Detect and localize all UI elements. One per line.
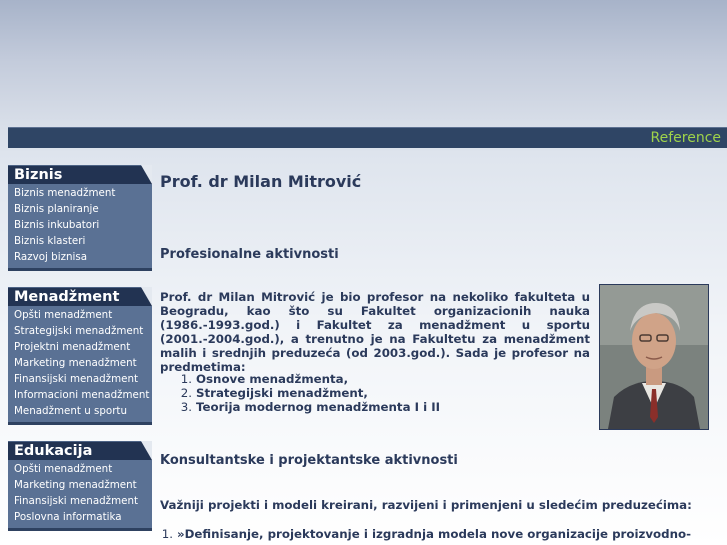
- menu-heading-biznis: Biznis: [8, 165, 152, 184]
- list-item: 2. Strategijski menadžment,: [180, 386, 368, 400]
- top-navigation-bar: [8, 127, 727, 148]
- menu-item-biznis-inkubatori[interactable]: Biznis inkubatori: [14, 219, 100, 231]
- section-heading-profesionalne: Profesionalne aktivnosti: [160, 247, 339, 262]
- menu-item-edukacija-finansijski-menadzment[interactable]: Finansijski menadžment: [14, 495, 139, 507]
- menu-item-menadzment-u-sportu[interactable]: Menadžment u sportu: [14, 405, 127, 417]
- projects-list: [141, 527, 719, 541]
- nav-link-reference[interactable]: Reference: [650, 130, 721, 146]
- profile-photo: [599, 284, 709, 430]
- menu-item-biznis-menadzment[interactable]: Biznis menadžment: [14, 187, 116, 199]
- menu-item-finansijski-menadzment[interactable]: Finansijski menadžment: [14, 373, 139, 385]
- biography-paragraph: Prof. dr Milan Mitrović je bio profesor na nekoliko fakulteta u Beogradu, kao što su Fakultet organizacionih nauka (1986.-1993.god.) i Fakultet za menadžment u sportu (2001.-2004.god.), a trenutno je na Fakultetu za menadžment malih i srednjih preduzeća (od 2003.god.). Sada je profesor na predmetima:: [160, 290, 590, 374]
- menu-item-biznis-klasteri[interactable]: Biznis klasteri: [14, 235, 86, 247]
- menu-item-opsti-menadzment[interactable]: Opšti menadžment: [14, 309, 113, 321]
- menu-item-edukacija-opsti-menadzment[interactable]: Opšti menadžment: [14, 463, 113, 475]
- menu-heading-edukacija: Edukacija: [8, 441, 152, 460]
- menu-item-biznis-planiranje[interactable]: Biznis planiranje: [14, 203, 99, 215]
- menu-item-informacioni-menadzment[interactable]: Informacioni menadžment: [14, 389, 150, 401]
- menu-item-strategijski-menadzment[interactable]: Strategijski menadžment: [14, 325, 144, 337]
- portrait-image: [600, 285, 708, 429]
- menu-menadzment: [8, 287, 152, 425]
- menu-edukacija: [8, 441, 152, 531]
- list-item: 1. Osnove menadžmenta,: [180, 372, 349, 386]
- menu-item-razvoj-biznisa[interactable]: Razvoj biznisa: [14, 251, 88, 263]
- list-item: 3. Teorija modernog menadžmenta I i II: [180, 400, 441, 414]
- subjects-list: [160, 372, 440, 414]
- page-title: Prof. dr Milan Mitrović: [160, 172, 362, 191]
- menu-biznis: [8, 165, 152, 271]
- menu-item-marketing-menadzment[interactable]: Marketing menadžment: [14, 357, 137, 369]
- menu-item-projektni-menadzment[interactable]: Projektni menadžment: [14, 341, 131, 353]
- menu-item-poslovna-informatika[interactable]: Poslovna informatika: [14, 511, 122, 523]
- list-item: 1. »Definisanje, projektovanje i izgradnja modela nove organizacije proizvodno-: [161, 527, 692, 541]
- section-heading-konsultantske: Konsultantske i projektantske aktivnosti: [160, 453, 458, 468]
- menu-item-edukacija-marketing-menadzment[interactable]: Marketing menadžment: [14, 479, 137, 491]
- menu-heading-menadzment: Menadžment: [8, 287, 152, 306]
- projects-intro: Važniji projekti i modeli kreirani, razvijeni i primenjeni u sledećim preduzećima:: [160, 498, 692, 512]
